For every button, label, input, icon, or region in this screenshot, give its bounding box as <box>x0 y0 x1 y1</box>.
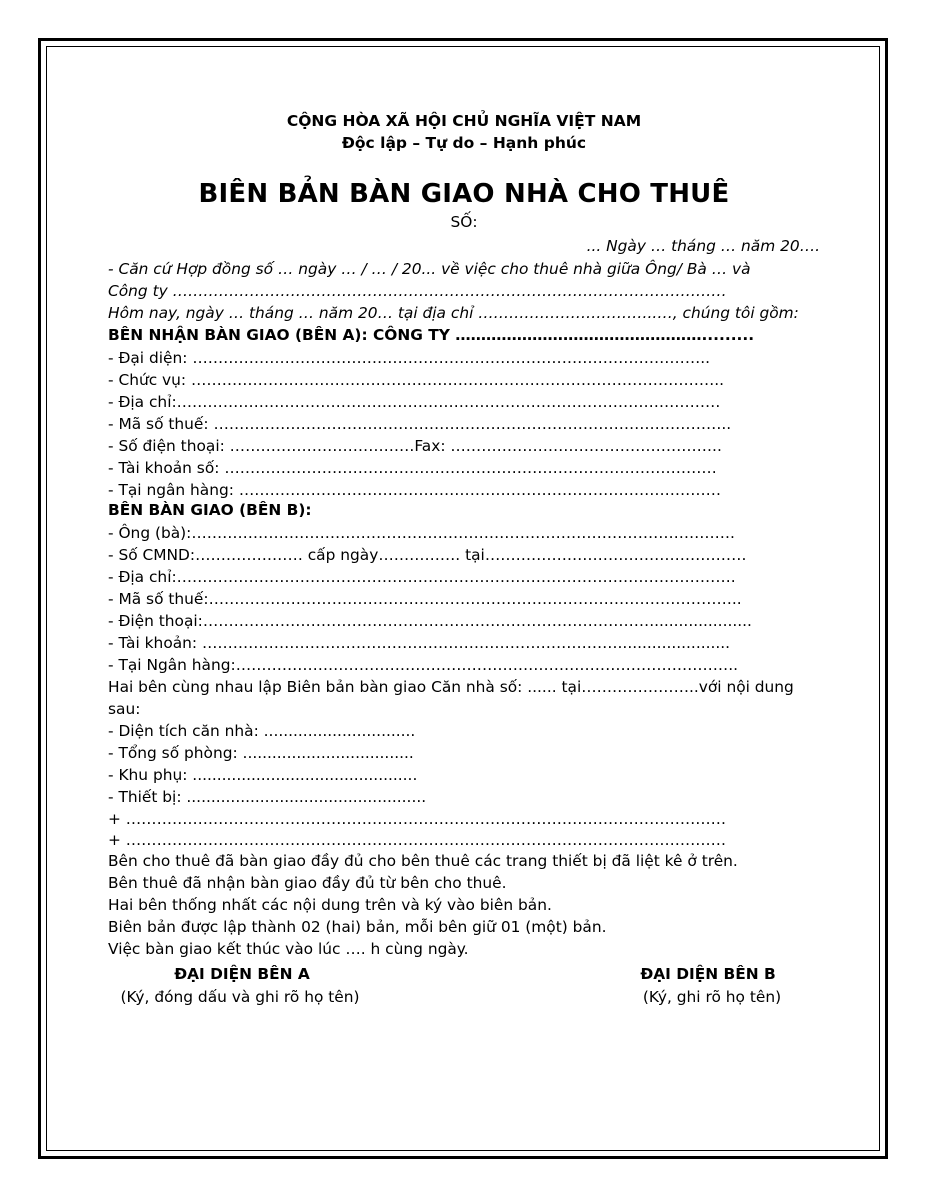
motto: Độc lập – Tự do – Hạnh phúc <box>341 134 587 152</box>
date-line: ... Ngày … tháng … năm 20…. <box>586 237 820 255</box>
party-b-account: - Tài khoản: ………………………………………………………………………....................... <box>108 634 731 652</box>
handover-line-2: sau: <box>108 700 141 718</box>
closing-line-1: Bên cho thuê đã bàn giao đầy đủ cho bên thuê các trang thiết bị đã liệt kê ở trên. <box>108 852 738 870</box>
party-a-heading: BÊN NHẬN BÀN GIAO (BÊN A): CÔNG TY …………………………………………......... <box>108 326 755 344</box>
closing-line-2: Bên thuê đã nhận bàn giao đầy đủ từ bên cho thuê. <box>108 874 507 892</box>
party-b-heading: BÊN BÀN GIAO (BÊN B): <box>108 501 312 519</box>
closing-line-5: Việc bàn giao kết thúc vào lúc …. h cùng ngày. <box>108 940 469 958</box>
document-number: SỐ: <box>450 213 478 231</box>
party-b-name: - Ông (bà):……………………………………………………………………………………………. <box>108 524 735 542</box>
today-line: Hôm nay, ngày … tháng … năm 20… tại địa chỉ ……………………………..…, chúng tôi gồm: <box>108 304 799 322</box>
closing-line-3: Hai bên thống nhất các nội dung trên và ký vào biên bản. <box>108 896 552 914</box>
party-a-tax-code: - Mã số thuế: ……………………………………………………………………………………….. <box>108 415 732 433</box>
handover-line-1: Hai bên cùng nhau lập Biên bản bàn giao Căn nhà số: ...... tại…………………..với nội dung <box>108 678 794 696</box>
party-b-phone: - Điện thoại:……………………………………………………………………………..................... <box>108 612 752 630</box>
document-title: BIÊN BẢN BÀN GIAO NHÀ CHO THUÊ <box>198 179 730 209</box>
signature-b-title: ĐẠI DIỆN BÊN B <box>640 965 776 983</box>
handover-equipment: - Thiết bị: ................................................. <box>108 788 427 806</box>
signature-a-note: (Ký, đóng dấu và ghi rõ họ tên) <box>120 988 360 1006</box>
handover-extra-2: + ……………………………………………………………………………………………………… <box>108 831 727 849</box>
party-b-tax-code: - Mã số thuế:………………………………………………………………………………………….. <box>108 590 742 608</box>
party-a-address: - Địa chỉ:……………………………………………………………………………………………. <box>108 393 721 411</box>
signature-a-title: ĐẠI DIỆN BÊN A <box>174 965 310 983</box>
signature-b-note: (Ký, ghi rõ họ tên) <box>642 988 782 1006</box>
party-b-address: - Địa chỉ:………………………………………………………………………………………………. <box>108 568 736 586</box>
basis-line-2: Công ty ……………………………………………………………………………………………… <box>108 282 727 300</box>
basis-line-1: - Căn cứ Hợp đồng số … ngày … / … / 20... về việc cho thuê nhà giữa Ông/ Bà … và <box>108 260 751 278</box>
party-a-account: - Tài khoản số: …………………………………………………………………………………… <box>108 459 717 477</box>
handover-rooms: - Tổng số phòng: ................................... <box>108 744 414 762</box>
party-a-representative: - Đại diện: ……………………………………………………………………………………….. <box>108 349 710 367</box>
party-a-position: - Chức vụ: ………………………………………………………………………………………….. <box>108 371 725 389</box>
handover-extra-1: + ……………………………………………………………………………………………………… <box>108 810 727 828</box>
party-b-id-card: - Số CMND:………………… cấp ngày……………. tại…………………………………………… <box>108 546 747 564</box>
party-b-bank: - Tại Ngân hàng:…………………………………………………………………………………….. <box>108 656 738 674</box>
closing-line-4: Biên bản được lập thành 02 (hai) bản, mỗi bên giữ 01 (một) bản. <box>108 918 607 936</box>
handover-area: - Diện tích căn nhà: ............................... <box>108 722 416 740</box>
handover-auxiliary: - Khu phụ: .............................................. <box>108 766 418 784</box>
party-a-bank: - Tại ngân hàng: …………………………………………………………………………………. <box>108 481 721 499</box>
party-a-phone-fax: - Số điện thoại: ………………………………Fax: …………………………………………….. <box>108 437 722 455</box>
nation-header: CỘNG HÒA XÃ HỘI CHỦ NGHĨA VIỆT NAM <box>286 112 642 130</box>
